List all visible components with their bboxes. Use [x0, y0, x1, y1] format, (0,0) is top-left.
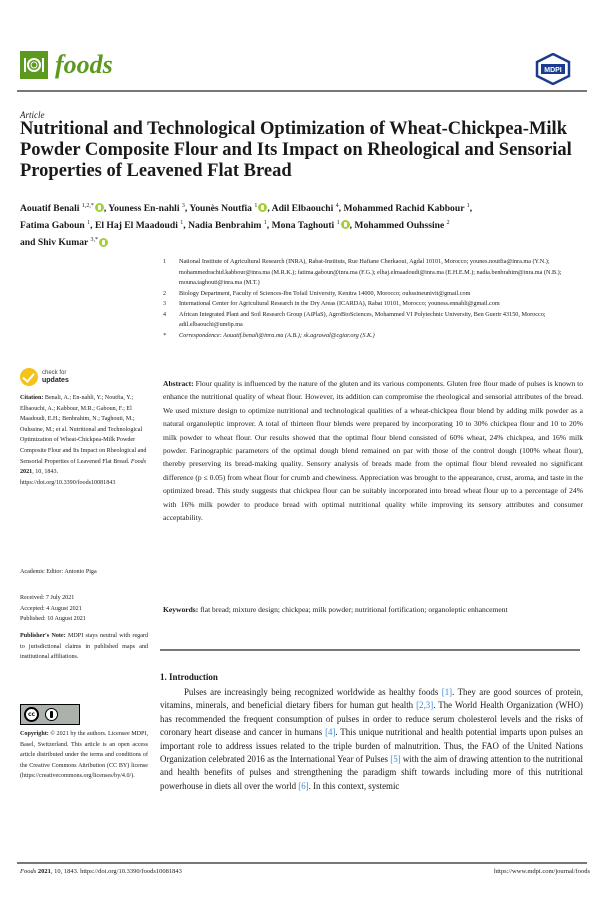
author-affiliation-marker: 1	[180, 220, 184, 227]
footer-divider	[17, 862, 587, 864]
section-heading-introduction: 1. Introduction	[160, 672, 218, 682]
author-affiliation-marker: 1,2,*	[81, 203, 94, 209]
check-updates-line2: updates	[42, 376, 69, 384]
affiliation-item	[163, 289, 583, 300]
author-name[interactable]: Mohammed Rachid Kabbour	[343, 203, 467, 215]
correspondence	[163, 331, 583, 342]
mdpi-logo[interactable]	[535, 53, 571, 85]
author-affiliation-marker: 1	[466, 203, 470, 209]
author-list	[20, 199, 590, 251]
accepted-date: Accepted: 4 August 2021	[20, 605, 82, 612]
author-name[interactable]: Youness En-nahli	[108, 203, 182, 215]
orcid-icon[interactable]	[99, 238, 108, 247]
affiliation-item	[163, 310, 583, 331]
mdpi-logo-text: MDPI	[544, 67, 562, 74]
author-separator: ,	[338, 203, 344, 215]
attribution-person-icon	[45, 708, 58, 721]
author-separator: ,	[184, 203, 190, 215]
author-name[interactable]: and Shiv Kumar	[20, 237, 91, 249]
affiliation-text: National Institute of Agricultural Research (INRA), Rabat-Instituts, Rue Hafiane Cherkaoui, Agdal 10101, Morocco; younes.noutfia@inra.ma (Y.N.); mohammedrachid.kabbour@inra.ma (M.R.K.); fatima.gaboun@inra.ma (F.G.); elhaj.elmaadoudi@inra.ma (E.H.E.M.); nadia.benbrahim@inra.ma (N.B.); mouna.taghouti@inra.ma (M.T.)	[179, 258, 562, 286]
author-affiliation-marker: 4	[335, 203, 339, 209]
author-affiliation-marker: 3	[181, 203, 185, 209]
affiliation-text: Correspondence: Aouatif.benali@inra.ma (A.B.); sk.agrawal@cgiar.org (S.K.)	[179, 331, 375, 339]
footer-journal: Foods	[20, 868, 37, 875]
author-name[interactable]: Mohammed Ouhssine	[354, 220, 447, 232]
checkmark-icon	[20, 368, 38, 386]
author-affiliation-marker: 2	[446, 220, 450, 227]
check-updates-line1: check for	[42, 369, 67, 376]
footer-year: 2021	[37, 868, 51, 875]
citation-link[interactable]: [2,3]	[416, 700, 434, 711]
citation-doi-link[interactable]: , 10, 1843. https://doi.org/10.3390/foods10081843	[20, 469, 116, 486]
author-affiliation-marker: 1	[87, 220, 91, 227]
copyright-text: © 2021 by the authors. Licensee MDPI, Basel, Switzerland. This article is an open access article distributed under the terms and conditions of the Creative Commons Attribution (CC BY) license (https://creativecommons.org/licenses/by/4.0/).	[20, 731, 148, 780]
body-text: Pulses are increasingly being recognized worldwide as healthy foods	[184, 687, 442, 697]
footer-journal-url[interactable]: https://www.mdpi.com/journal/foods	[494, 868, 590, 875]
publisher-note	[20, 631, 148, 663]
body-text: . The World Health Organization (WHO) has recommended the frequent consumption of pulses in order to reduce serum cholesterol levels and the risks of coronary heart disease and cancer in humans	[160, 700, 583, 738]
plate-fork-knife-icon	[22, 56, 46, 74]
article-type: Article	[20, 110, 45, 120]
author-name[interactable]: Younès Noutfia	[189, 203, 255, 215]
citation-journal: Foods	[130, 458, 147, 465]
author-separator: ,	[267, 203, 272, 215]
author-name[interactable]: Adil Elbaouchi	[271, 203, 336, 215]
academic-editor: Academic Editor: Antonio Piga	[20, 569, 97, 575]
author-affiliation-marker: 1	[254, 203, 258, 209]
article-title: Nutritional and Technological Optimization of Wheat-Chickpea-Milk Powder Composite Flour and Its Impact on Rheological and Sensorial Properties of Leavened Flat Bread	[20, 119, 572, 181]
author-name[interactable]: Aouatif Benali	[20, 203, 82, 215]
creative-commons-icon: cc	[24, 707, 39, 722]
body-text: . This unique nutritional and health potential imparts upon pulses an important role to address issues related to the triple burden of malnutrition. Thus, the FAO of the United Nations Organization celebrated 2016 as the International Year of Pulses	[160, 727, 583, 765]
citation-block	[20, 393, 148, 488]
author-separator: ,	[90, 220, 95, 232]
affiliations	[163, 257, 583, 341]
abstract-label: Abstract:	[163, 379, 194, 388]
mdpi-hexagon-icon	[535, 53, 571, 85]
author-separator: ,	[349, 220, 355, 232]
affiliation-item	[163, 257, 583, 289]
header-divider	[17, 90, 587, 92]
keywords-text: flat bread; mixture design; chickpea; milk powder; nutritional fortification; organoleptic enhancement	[200, 605, 508, 614]
affiliation-number: 3	[163, 301, 166, 307]
copyright-label: Copyright:	[20, 731, 49, 737]
citation-link[interactable]: [4]	[325, 727, 336, 738]
affiliation-text: Biology Department, Faculty of Sciences-Ibn Tofail University, Kenitra 14000, Morocco; ouhssineunivit@gmail.com	[179, 289, 471, 297]
author-affiliation-marker: 1	[263, 220, 267, 227]
introduction-paragraph	[160, 686, 583, 793]
abstract-text: Flour quality is influenced by the nature of the gluten and its various components. Gluten free flour made of pulses is known to enhance the nutritional quality of wheat flour. However, its addition can compromise the rheological and sensorial attributes of the bread. We used mixture design to optimize nutritional and technological qualities of a wheat-chickpea flour blend by adding milk powder as a natural organoleptic improver. A total of thirteen flour blends were prepared by incorporating 10 to 30% chickpea flour and 10 to 20% milk powder to wheat flour. Our results showed that the optimal flour blend consisted of 60% wheat, 24% chickpea, and 16% milk powder. Farinographic parameters of the optimal dough blend remained on par with those of the control dough (100% wheat flour), thereby preserving its bread-making quality. Sensory analysis of breads made from the optimal flour blend revealed no significant difference (p ≤ 0.05) from wheat flour for crumb and chewiness. Appreciation was brought to the appearance, crust, aroma, and taste in the optimized bread. This study suggests that chickpea flour can be suitably incorporated into bread wheat flour up to a percentage of 24% with 16% milk powder to produce bread with optimal nutritional quality while improving its sensory attributes and consumer acceptability.	[163, 379, 583, 523]
journal-name[interactable]: foods	[55, 50, 113, 79]
citation-link[interactable]: [6]	[298, 780, 309, 791]
cc-by-license-badge[interactable]	[20, 704, 80, 725]
author-separator: ,	[183, 220, 189, 232]
check-for-updates-button[interactable]	[20, 367, 148, 387]
copyright-block	[20, 729, 148, 782]
citation-label: Citation:	[20, 395, 44, 401]
affiliation-number: *	[163, 332, 166, 339]
orcid-icon[interactable]	[341, 220, 350, 229]
author-separator: ,	[266, 220, 272, 232]
journal-logo[interactable]	[20, 51, 48, 79]
author-name[interactable]: Mona Taghouti	[271, 220, 337, 232]
affiliation-text: International Center for Agricultural Research in the Dry Areas (ICARDA), Rabat 10101, Morocco; youness.ennahli@gmail.com	[179, 300, 500, 307]
author-affiliation-marker: 3,*	[90, 237, 98, 244]
abstract	[163, 377, 583, 524]
keywords	[163, 603, 583, 616]
author-name[interactable]: Nadia Benbrahim	[188, 220, 264, 232]
author-name[interactable]: El Haj El Maadoudi	[94, 220, 181, 232]
body-text: with the aim of drawing attention to the nutritional and health benefits of pulses and strengthening the paradigm shift towards including more of this nutritional powerhouse in diets all over the world	[160, 754, 583, 791]
affiliation-number: 2	[163, 290, 166, 297]
affiliation-item	[163, 299, 583, 310]
author-affiliation-marker: 1	[336, 220, 340, 227]
publisher-note-text: MDPI stays neutral with regard to jurisdictional claims in published maps and institutional affiliations.	[20, 633, 148, 661]
section-divider	[160, 649, 580, 651]
author-separator: ,	[103, 203, 109, 215]
received-date: Received: 7 July 2021	[20, 595, 75, 601]
citation-year: 2021	[20, 469, 33, 476]
citation-text: Benali, A.; En-nahli, Y.; Noutfia, Y.; Elbaouchi, A.; Kabbour, M.R.; Gaboun, F.; El Maadoudi, E.H.; Benbrahim, N.; Taghouti, M.; Ouhssine, M.; et al. Nutritional and Technological Optimization of Wheat-Chickpea-Milk Powder Composite Flour and Its Impact on Rheological and Sensorial Properties of Leavened Flat Bread.	[20, 395, 147, 465]
footer-doi-link[interactable]: , 10, 1843. https://doi.org/10.3390/foods10081843	[50, 868, 182, 875]
body-text: . They are good sources of protein, vitamins, minerals, and beneficial dietary fibers for human gut health	[160, 687, 584, 711]
body-text: . In this context, systemic	[308, 780, 400, 791]
published-date: Published: 10 August 2021	[20, 616, 86, 623]
affiliation-number: 4	[163, 311, 166, 318]
affiliation-number: 1	[163, 259, 166, 265]
keywords-label: Keywords:	[163, 605, 199, 614]
citation-link[interactable]: [1]	[441, 687, 453, 697]
author-separator: ,	[469, 203, 473, 215]
publication-dates	[20, 593, 148, 625]
citation-link[interactable]: [5]	[390, 754, 401, 765]
footer-citation	[20, 868, 182, 875]
affiliation-text: African Integrated Plant and Soil Research Group (AiPlaS), AgroBioSciences, Mohammed VI Polytechnic University, Ben Guerir 43150, Morocco; adil.elbaouchi@um6p.ma	[179, 310, 546, 328]
orcid-icon[interactable]	[95, 203, 104, 212]
author-name[interactable]: Fatima Gaboun	[20, 220, 88, 232]
publisher-note-label: Publisher's Note:	[20, 633, 66, 639]
